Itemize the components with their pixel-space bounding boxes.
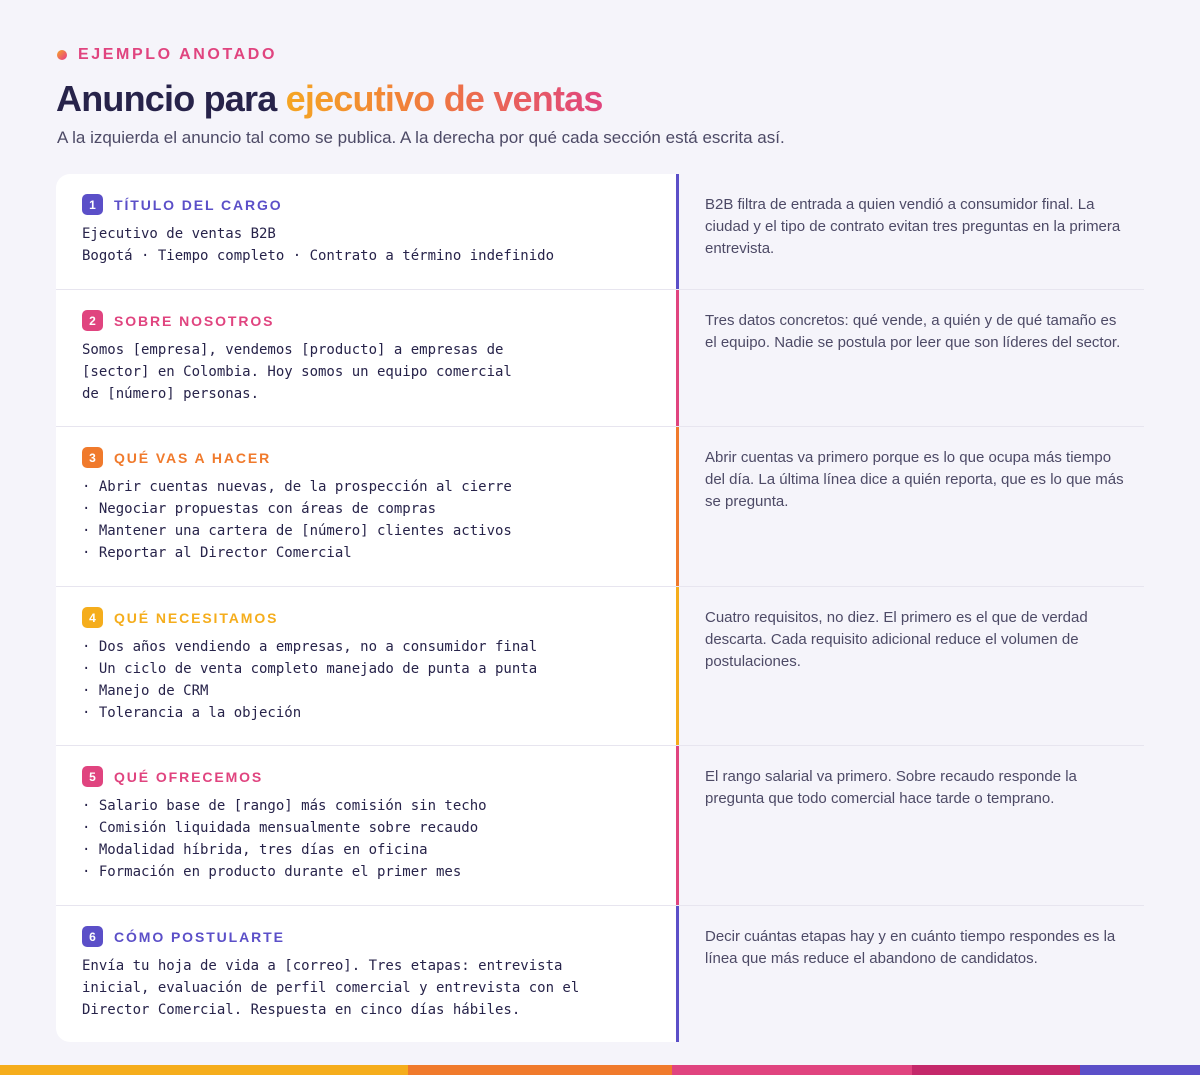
section-accent-bar [676,746,679,906]
section-accent-bar [676,290,679,427]
page-title [56,78,603,120]
body-line: · Mantener una cartera de [número] clientes activos [82,523,512,539]
body-line: · Reportar al Director Comercial [82,545,352,561]
section-body [82,476,512,564]
section-header [82,447,271,468]
section-number-badge: 2 [82,310,103,331]
eyebrow [57,46,277,64]
title-accent: ejecutivo de ventas [285,78,603,119]
strip-segment-purple [1080,1065,1200,1075]
section-body [82,223,554,267]
section-body [82,795,487,883]
section-label: CÓMO POSTULARTE [114,928,285,945]
section-benefits [56,746,1144,906]
section-accent-bar [676,906,679,1042]
section-body [82,955,579,1021]
body-line: inicial, evaluación de perfil comercial y entrevista con el [82,980,580,996]
body-line: [sector] en Colombia. Hoy somos un equipo comercial [82,364,512,380]
body-line: · Dos años vendiendo a empresas, no a consumidor final [82,639,538,655]
section-requirements [56,587,1144,746]
body-line: Envía tu hoja de vida a [correo]. Tres etapas: entrevista [82,958,563,974]
strip-segment-yellow [0,1065,408,1075]
section-annotation: El rango salarial va primero. Sobre recaudo responde la pregunta que todo comercial hace tarde o temprano. [705,768,1077,807]
section-annotation: Cuatro requisitos, no diez. El primero es el que de verdad descarta. Cada requisito adicional reduce el volumen de postulaciones. [705,609,1088,670]
section-header [82,607,278,628]
section-about [56,290,1144,427]
section-annotation: B2B filtra de entrada a quien vendió a consumidor final. La ciudad y el tipo de contrato evitan tres preguntas en la primera entrevista. [705,196,1121,257]
section-apply [56,906,1144,1042]
section-label: QUÉ VAS A HACER [114,449,272,466]
section-header [82,926,285,947]
section-body [82,339,512,405]
section-number-badge: 6 [82,926,103,947]
body-line: Ejecutivo de ventas B2B [82,226,276,242]
body-line: · Salario base de [rango] más comisión sin techo [82,798,487,814]
section-number-badge: 4 [82,607,103,628]
body-line: · Negociar propuestas con áreas de compras [82,501,437,517]
strip-segment-orange [408,1065,672,1075]
eyebrow-dot-icon [57,50,67,60]
section-header [82,194,283,215]
strip-segment-pink [672,1065,912,1075]
section-header [82,766,263,787]
section-annotation: Abrir cuentas va primero porque es lo que ocupa más tiempo del día. La última línea dice a quién reporta, que es lo que más se pregunta. [705,449,1124,510]
body-line: · Comisión liquidada mensualmente sobre recaudo [82,820,479,836]
body-line: Bogotá · Tiempo completo · Contrato a término indefinido [82,248,555,264]
body-line: · Modalidad híbrida, tres días en oficina [82,842,428,858]
section-number-badge: 1 [82,194,103,215]
section-responsibilities [56,427,1144,587]
section-header [82,310,274,331]
section-title [56,174,1144,290]
body-line: · Tolerancia a la objeción [82,705,302,721]
body-line: · Abrir cuentas nuevas, de la prospección al cierre [82,479,512,495]
body-line: Director Comercial. Respuesta en cinco días hábiles. [82,1002,521,1018]
title-plain: Anuncio para [56,78,286,119]
section-label: QUÉ NECESITAMOS [114,609,279,626]
section-annotation: Decir cuántas etapas hay y en cuánto tiempo respondes es la línea que más reduce el abandono de candidatos. [705,928,1116,967]
section-label: TÍTULO DEL CARGO [114,196,283,213]
section-number-badge: 3 [82,447,103,468]
section-accent-bar [676,427,679,587]
section-body [82,636,537,724]
page-subtitle: A la izquierda el anuncio tal como se publica. A la derecha por qué cada sección está escrita así. [57,128,785,147]
section-accent-bar [676,587,679,746]
body-line: Somos [empresa], vendemos [producto] a empresas de [82,342,504,358]
bottom-color-strip [0,1065,1200,1075]
body-line: de [número] personas. [82,386,260,402]
section-label: QUÉ OFRECEMOS [114,768,264,785]
section-number-badge: 5 [82,766,103,787]
section-label: SOBRE NOSOTROS [114,312,275,329]
body-line: · Un ciclo de venta completo manejado de punta a punta [82,661,538,677]
body-line: · Formación en producto durante el primer mes [82,864,462,880]
body-line: · Manejo de CRM [82,683,209,699]
section-annotation: Tres datos concretos: qué vende, a quién y de qué tamaño es el equipo. Nadie se postula por leer que son líderes del sector. [705,312,1121,351]
strip-segment-magenta [912,1065,1080,1075]
eyebrow-label: EJEMPLO ANOTADO [78,46,278,63]
section-accent-bar [676,174,679,290]
